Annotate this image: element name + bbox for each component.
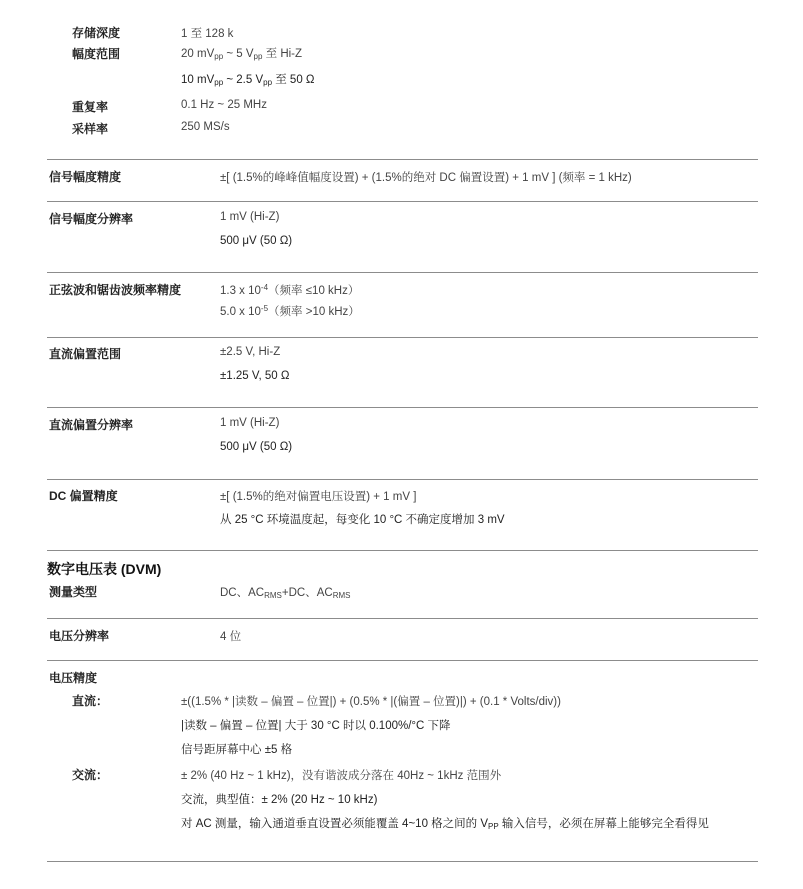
voltage-accuracy-label: 电压精度: [49, 671, 98, 685]
amp-range-value-2: 10 $mV_{pp}$ ~ 2.5 $V_{pp}$ 至 50 Ω: [181, 74, 315, 87]
sample-rate-label: 采样率: [72, 122, 109, 136]
amp-range-value-1: 20 $mV_{pp}$ ~ 5 $V_{pp}$ 至 Hi-Z: [181, 48, 303, 61]
dc-accuracy-value-3: 信号距屏幕中心 ±5 格: [181, 744, 293, 756]
voltage-resolution-label: 电压分辨率: [49, 629, 110, 643]
sample-rate-value: 250 MS/s: [181, 121, 230, 133]
dvm-section-title: 数字电压表 (DVM): [47, 561, 162, 577]
rep-rate-value: 0.1 Hz ~ 25 MHz: [181, 99, 267, 111]
dc-offset-resolution-value-1: 1 mV (Hi-Z): [220, 417, 280, 429]
dc-offset-accuracy-label: DC 偏置精度: [49, 489, 118, 503]
divider: [47, 550, 758, 551]
dc-offset-range-value-2: ±1.25 V, 50 Ω: [220, 370, 290, 382]
divider: [47, 660, 758, 661]
dc-accuracy-value-1: ±((1.5% * |读数 – 偏置 – 位置|) + (0.5% * |(偏置 – 位置)|) + (0.1 * Volts/div)): [181, 696, 561, 708]
measure-type-value: DC、$AC_{RMS}+DC$、$AC_{RMS}$: [220, 587, 351, 600]
dc-offset-resolution-value-2: 500 μV (50 Ω): [220, 441, 293, 453]
amp-accuracy-label: 信号幅度精度: [49, 170, 122, 184]
dc-offset-resolution-label: 直流偏置分辨率: [49, 418, 134, 432]
divider: [47, 407, 758, 408]
depth-label: 存储深度: [72, 26, 121, 40]
voltage-resolution-value: 4 位: [220, 631, 242, 643]
dc-offset-range-value-1: ±2.5 V, Hi-Z: [220, 346, 281, 358]
dc-accuracy-value-2: |读数 – 偏置 – 位置| 大于 30 °C 时以 0.100%/°C 下降: [181, 720, 451, 732]
divider: [47, 201, 758, 202]
depth-value: 1 至 128 k: [181, 28, 234, 40]
divider: [47, 618, 758, 619]
amp-resolution-label: 信号幅度分辨率: [49, 212, 134, 226]
amp-range-label: 幅度范围: [72, 47, 121, 61]
divider: [47, 159, 758, 160]
freq-accuracy-label: 正弦波和锯齿波频率精度: [49, 283, 182, 297]
ac-accuracy-value-1: ± 2% (40 Hz ~ 1 kHz)，没有谐波成分落在 40Hz ~ 1kHz 范围外: [181, 770, 502, 782]
divider: [47, 861, 758, 862]
divider: [47, 272, 758, 273]
ac-accuracy-value-3: 对 AC 测量，输入通道垂直设置必须能覆盖 4~10 格之间的 $V_{PP}$ 输入信号，必须在屏幕上能够完全看得见: [181, 818, 709, 831]
dc-accuracy-label: 直流：: [72, 694, 109, 708]
divider: [47, 337, 758, 338]
ac-accuracy-label: 交流：: [72, 768, 109, 782]
rep-rate-label: 重复率: [72, 100, 109, 114]
amp-resolution-value-2: 500 μV (50 Ω): [220, 235, 293, 247]
dc-offset-accuracy-value-1: ±[ (1.5%的绝对偏置电压设置) + 1 mV ]: [220, 491, 417, 503]
amp-resolution-value-1: 1 mV (Hi-Z): [220, 211, 280, 223]
ac-accuracy-value-2: 交流，典型值：± 2% (20 Hz ~ 10 kHz): [181, 794, 378, 806]
dc-offset-range-label: 直流偏置范围: [49, 347, 122, 361]
measure-type-label: 测量类型: [49, 585, 98, 599]
divider: [47, 479, 758, 480]
freq-accuracy-value-2: 5.0 x $10^{-5}$（频率 >10 kHz）: [220, 304, 360, 318]
freq-accuracy-value-1: 1.3 x $10^{-4}$（频率 ≤10 kHz）: [220, 283, 360, 297]
dc-offset-accuracy-value-2: 从 25 °C 环境温度起，每变化 10 °C 不确定度增加 3 mV: [220, 514, 505, 526]
amp-accuracy-value: ±[ (1.5%的峰峰值幅度设置) + (1.5%的绝对 DC 偏置设置) + 1 mV ] (频率 = 1 kHz): [220, 172, 632, 184]
